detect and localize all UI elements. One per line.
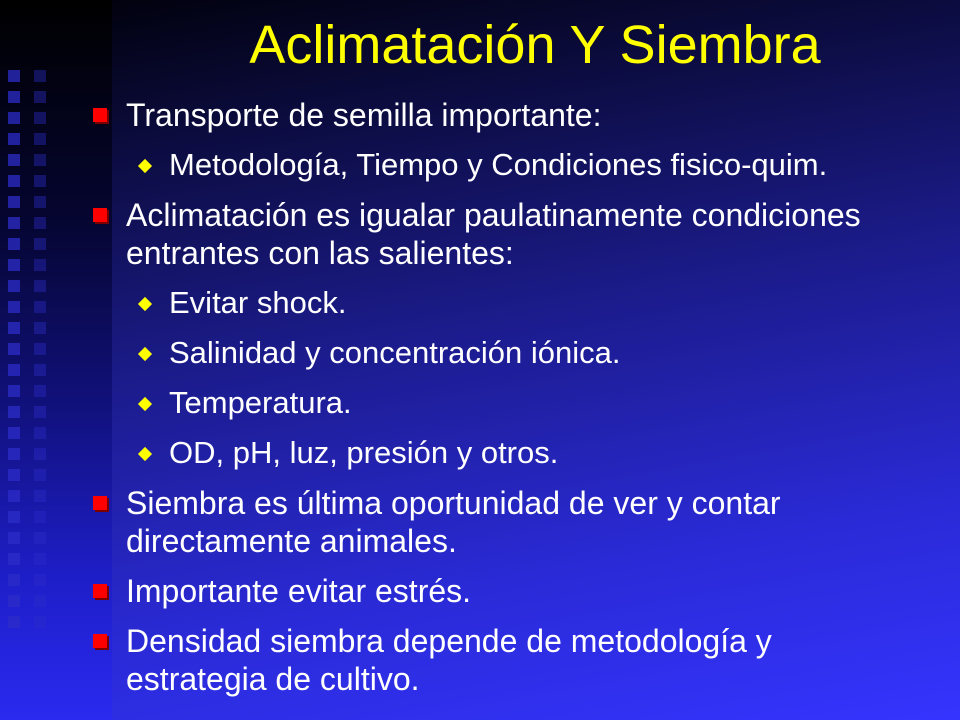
red-square-bullet-icon xyxy=(93,208,107,222)
sub-bullet-text: Evitar shock. xyxy=(169,285,347,320)
bullet-text: Transporte de semilla importante: xyxy=(126,97,602,133)
bullet-text: Importante evitar estrés. xyxy=(126,573,472,609)
sub-bullet-text: Metodología, Tiempo y Condiciones fisico-quim. xyxy=(169,147,828,182)
bullet-item xyxy=(126,572,920,610)
yellow-diamond-bullet-icon xyxy=(138,397,152,411)
bullet-text: Aclimatación es igualar paulatinamente condiciones entrantes con las salientes: xyxy=(126,197,861,271)
bullet-item xyxy=(126,484,920,560)
sub-bullet-text: OD, pH, luz, presión y otros. xyxy=(169,435,559,470)
red-square-bullet-icon xyxy=(93,496,107,510)
slide-body xyxy=(0,96,960,710)
bullet-item xyxy=(126,96,920,134)
yellow-diamond-bullet-icon xyxy=(138,159,152,173)
bullet-item xyxy=(126,196,920,272)
sub-bullet-text: Temperatura. xyxy=(169,385,352,420)
sub-bullet-item xyxy=(169,434,920,472)
sub-bullet-item xyxy=(169,146,920,184)
bullet-text: Densidad siembra depende de metodología y estrategia de cultivo. xyxy=(126,623,772,697)
sub-bullet-item xyxy=(169,384,920,422)
red-square-bullet-icon xyxy=(93,108,107,122)
yellow-diamond-bullet-icon xyxy=(138,447,152,461)
bullet-item xyxy=(126,622,920,698)
sub-bullet-item xyxy=(169,284,920,322)
sub-bullet-item xyxy=(169,334,920,372)
red-square-bullet-icon xyxy=(93,584,107,598)
yellow-diamond-bullet-icon xyxy=(138,297,152,311)
sub-bullet-text: Salinidad y concentración iónica. xyxy=(169,335,621,370)
bullet-text: Siembra es última oportunidad de ver y contar directamente animales. xyxy=(126,485,781,559)
yellow-diamond-bullet-icon xyxy=(138,347,152,361)
slide-title: Aclimatación Y Siembra xyxy=(249,15,821,75)
red-square-bullet-icon xyxy=(93,634,107,648)
